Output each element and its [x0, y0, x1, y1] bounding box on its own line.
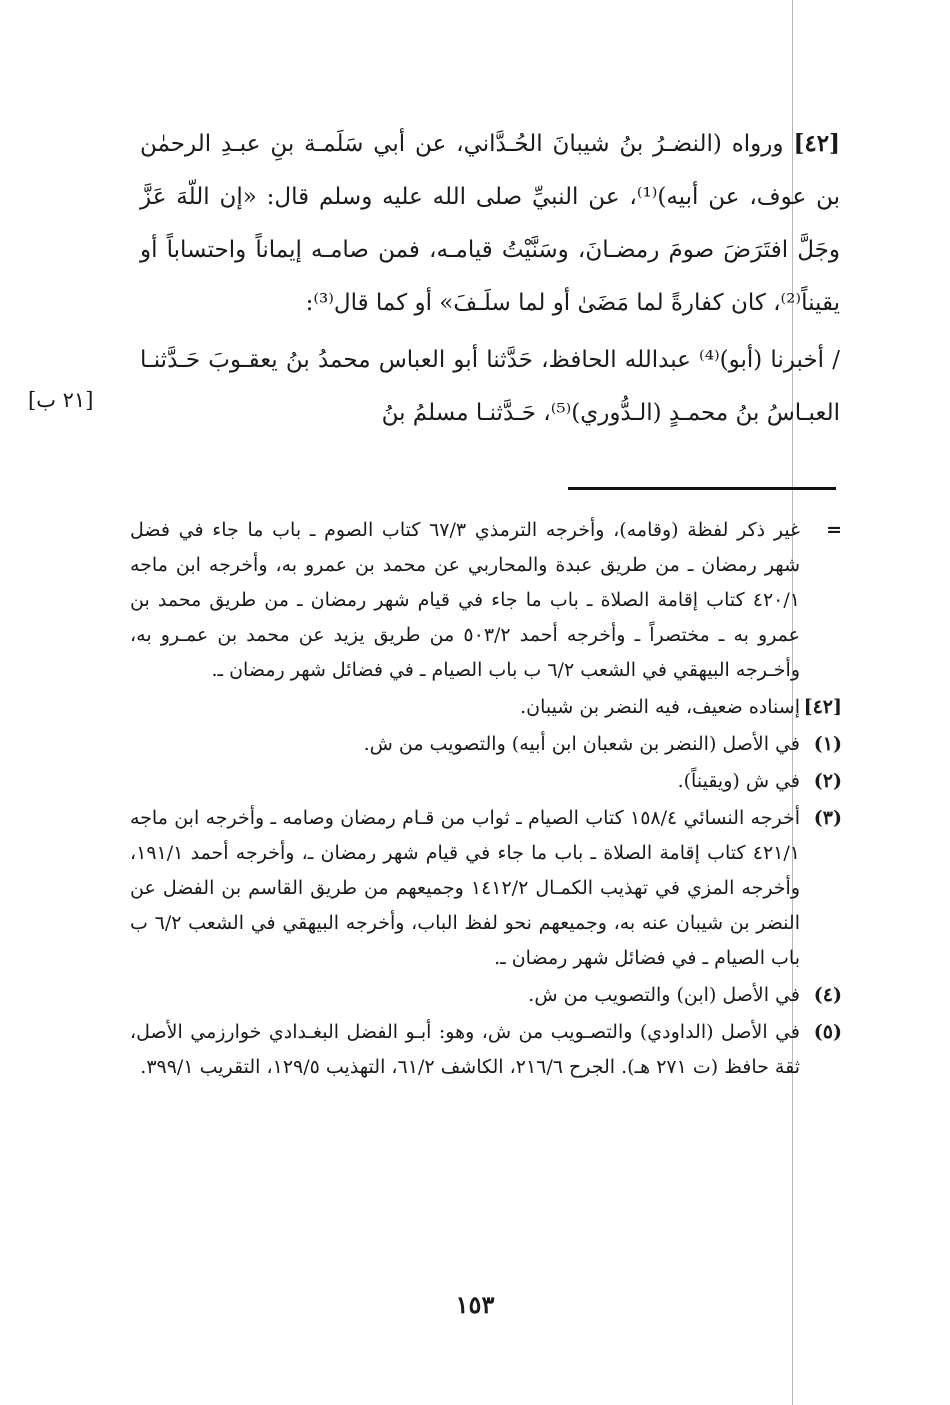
footnote-text: في الأصل (النضر بن شعبان ابن أبيه) والتصويب من ش. [363, 733, 800, 755]
footnote-1 [130, 727, 842, 762]
footnote-marker: (٥) [813, 1021, 842, 1043]
footnote-continued [130, 513, 842, 688]
footnote-2 [130, 764, 842, 799]
footnote-4 [130, 978, 842, 1013]
footnote-text: في الأصل (الداودي) والتصـويب من ش، وهو: أبـو الفضل البغـدادي خوارزمي الأصل، ثقة حافظ (ت ٢٧١ هـ). الجرح ٢١٦/٦، الكاشف ٦١/٢، التهذيب ١٢٩/٥، التقريب ٣٩٩/١. [130, 1021, 800, 1078]
footnote-marker: (٢) [813, 770, 842, 792]
main-text [140, 117, 840, 440]
footnote-5 [130, 1015, 842, 1085]
footnote-3 [130, 801, 842, 976]
page-number: ١٥٣ [455, 1290, 495, 1319]
footnote-text: أخرجه النسائي ١٥٨/٤ كتاب الصيام ـ ثواب من قـام رمضان وصامه ـ وأخرجه ابن ماجه ٤٢١/١ كتاب إقامة الصلاة ـ باب ما جاء في قيام شهر رمضان ـ، وأخرجه أحمد ١٩١/١، وأخرجه المزي في تهذيب الكمـال ١٤١٢/٢ وجميعهم من طريق القاسم بن الفضل عن النضر بن شيبان عنه به، وجميعهم نحو لفظ الباب، وأخرجه البيهقي في الشعب ٦/٢ ب باب الصيام ـ في فضائل شهر رمضان ـ. [130, 807, 800, 969]
paragraph-42 [140, 117, 840, 330]
footnote-text: غير ذكر لفظة (وقامه)، وأخرجه الترمذي ٦٧/٣ كتاب الصوم ـ باب ما جاء في فضل شهر رمضان ـ من طريق عبدة والمحاربي عن محمد بن عمرو به، وأخرجه ابن ماجه ٤٢٠/١ كتاب إقامة الصلاة ـ باب ما جاء في قيام شهر رمضان ـ من طريق محمد بن عمرو به ـ مختصراً ـ وأخرجه أحمد ٥٠٣/٢ من طريق يزيد عن محمد بن عمـرو به، وأخـرجه البيهقي في الشعب ٦/٢ ب باب الصيام ـ في فضائل شهر رمضان ـ. [130, 519, 801, 681]
hadith-number: [٤٢] [793, 130, 840, 157]
footnote-marker: [٤٢] [803, 696, 842, 718]
footnote-marker: (٣) [813, 807, 842, 829]
manuscript-folio-reference: [٢١ ب] [28, 388, 94, 412]
footnote-text: في الأصل (ابن) والتصويب من ش. [528, 984, 800, 1006]
footnote-text: في ش (ويقيناً). [677, 770, 800, 792]
footnote-separator [568, 487, 836, 490]
footnote-marker: (١) [813, 733, 842, 755]
footnote-42 [130, 690, 842, 725]
isnad-paragraph: / أخبرنا (أبو)⁽⁴⁾ عبدالله الحافظ، حَدَّثنا أبو العباس محمدُ بنُ يعقـوبَ حَـدَّثنـا العبـاسُ بنُ محمـدٍ (الـدُّوري)⁽⁵⁾، حَـدَّثنـا مسلمُ بنُ [140, 347, 840, 426]
footnote-marker: (٤) [813, 984, 842, 1006]
footnote-marker: = [826, 519, 842, 541]
paragraph-42-text: ورواه (النضـرُ بنُ شيبانَ الحُـدَّاني، عن أبي سَلَمـة بنِ عبـدِ الرحمٰن بن عوف، عن أبيه)⁽¹⁾، عن النبيِّ صلى الله عليه وسلم قال: «إن اللّهَ عَزَّ وجَلَّ افتَرَضَ صومَ رمضـانَ، وسَنَّيْتُ قيامـه، فمن صامـه إيماناً واحتساباً أو يقيناً⁽²⁾، كان كفارةً لما مَضَىٰ أو لما سلَـفَ» أو كما قال⁽³⁾: [140, 131, 840, 316]
footnote-text: إسناده ضعيف، فيه النضر بن شيبان. [520, 696, 800, 718]
footnotes [130, 513, 842, 1087]
